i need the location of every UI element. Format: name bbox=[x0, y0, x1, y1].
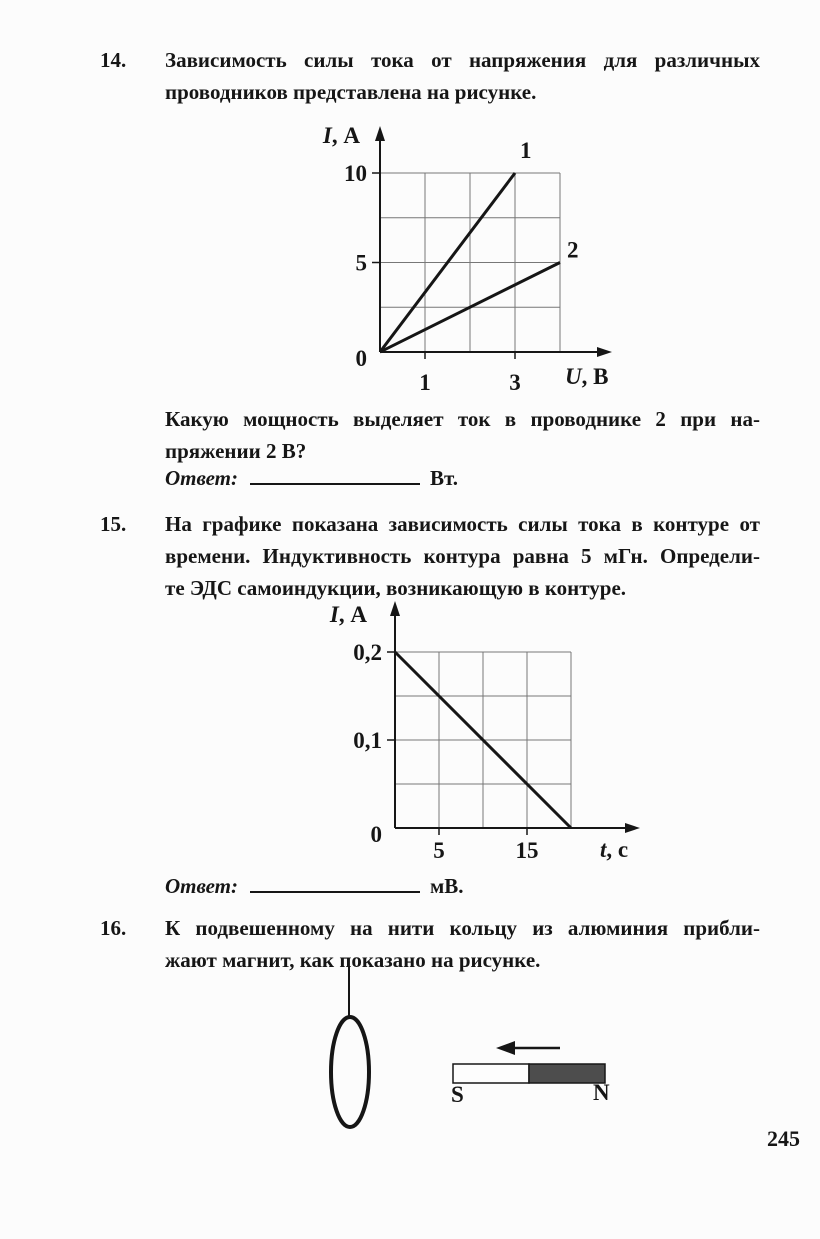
y-tick-label: 0,1 bbox=[353, 728, 382, 753]
magnet-south-half bbox=[453, 1064, 529, 1083]
magnet-north-label: N bbox=[593, 1080, 610, 1105]
answer-label: Ответ: bbox=[165, 874, 238, 898]
text-line: Какую мощность выделяет ток в проводнике 2 при на- bbox=[165, 407, 760, 431]
current-voltage-chart bbox=[280, 112, 630, 404]
x-tick-label: 3 bbox=[509, 370, 521, 395]
series-label: 2 bbox=[567, 237, 579, 263]
answer-blank-line bbox=[250, 463, 420, 485]
problem-14-question bbox=[165, 403, 760, 467]
y-tick-label: 0,2 bbox=[353, 640, 382, 665]
problem-15-number: 15. bbox=[100, 512, 127, 536]
answer-label: Ответ: bbox=[165, 466, 238, 490]
text-line: времени. Индуктивность контура равна 5 мГн. Определи- bbox=[165, 544, 760, 568]
x-axis-title: t, с bbox=[600, 837, 629, 862]
problem-15-answer-row bbox=[165, 870, 464, 902]
text-line: жают магнит, как показано на рисунке. bbox=[165, 948, 541, 972]
y-tick-label: 5 bbox=[355, 250, 367, 276]
x-axis-title: U, В bbox=[565, 364, 609, 389]
problem-14-body bbox=[165, 44, 760, 108]
motion-arrow-head-icon bbox=[496, 1041, 515, 1055]
aluminum-ring bbox=[331, 1017, 369, 1127]
problem-14-answer-row bbox=[165, 462, 458, 494]
answer-unit: Вт. bbox=[430, 466, 458, 490]
origin-label: 0 bbox=[355, 346, 367, 371]
y-axis-arrow-icon bbox=[390, 601, 400, 616]
text-line: Зависимость силы тока от напряжения для различных bbox=[165, 48, 760, 72]
problem-16-number: 16. bbox=[100, 916, 127, 940]
ring-magnet-figure bbox=[300, 963, 630, 1135]
x-tick-label: 1 bbox=[419, 370, 431, 395]
text-line: проводников представлена на рисунке. bbox=[165, 80, 537, 104]
x-tick-label: 5 bbox=[433, 838, 445, 863]
page-number: 245 bbox=[767, 1126, 800, 1151]
text-line: те ЭДС самоиндукции, возникающую в контуре. bbox=[165, 576, 627, 600]
text-line: пряжении 2 В? bbox=[165, 439, 307, 463]
y-axis-arrow-icon bbox=[375, 126, 385, 141]
text-line: К подвешенному на нити кольцу из алюминия прибли- bbox=[165, 916, 760, 940]
x-axis-arrow-icon bbox=[597, 347, 612, 357]
answer-unit: мВ. bbox=[430, 874, 464, 898]
x-axis-arrow-icon bbox=[625, 823, 640, 833]
current-time-chart bbox=[295, 590, 655, 874]
magnet-south-label: S bbox=[451, 1082, 464, 1107]
text-line: На графике показана зависимость силы тока в контуре от bbox=[165, 512, 760, 536]
problem-14-number: 14. bbox=[100, 48, 127, 72]
y-axis-title: I, А bbox=[329, 602, 367, 627]
origin-label: 0 bbox=[370, 822, 382, 847]
y-axis-title: I, А bbox=[322, 123, 360, 148]
answer-blank-line bbox=[250, 871, 420, 893]
x-tick-label: 15 bbox=[515, 838, 539, 863]
y-tick-label: 10 bbox=[344, 161, 367, 186]
series-label: 1 bbox=[520, 138, 532, 163]
